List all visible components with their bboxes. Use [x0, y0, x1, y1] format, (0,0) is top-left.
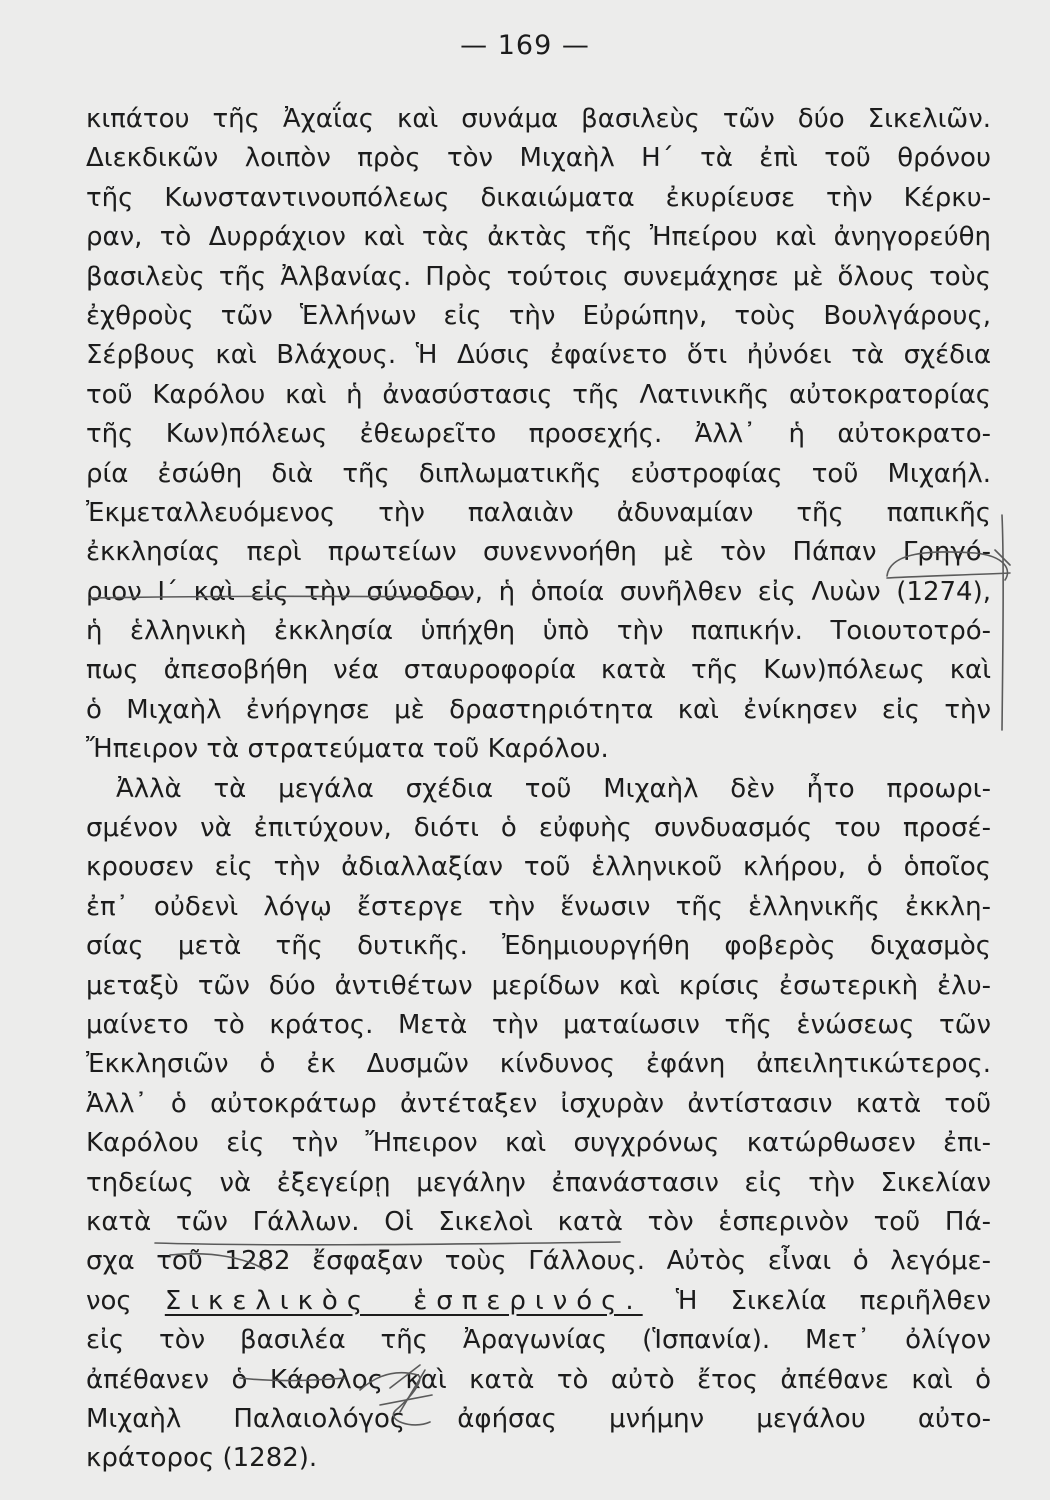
text-line: σμένον νὰ ἐπιτύχουν, διότι ὁ εὐφυὴς συνδυασμός του προσέ- — [86, 813, 991, 844]
text-line-last: κράτορος (1282). — [86, 1443, 318, 1474]
text-line: σχα τοῦ 1282 ἔσφαξαν τοὺς Γάλλους. Αὐτὸς εἶναι ὁ λεγόμε- — [86, 1246, 991, 1277]
text-line: Ἐκμεταλλευόμενος τὴν παλαιὰν ἀδυναμίαν τῆς παπικῆς — [86, 497, 991, 528]
text-line: κιπάτου τῆς Ἀχαΐας καὶ συνάμα βασιλεὺς τῶν δύο Σικελιῶν. — [86, 104, 991, 134]
text-line: μεταξὺ τῶν δύο ἀντιθέτων μερίδων καὶ κρίσις ἐσωτερικὴ ἐλυ- — [86, 970, 991, 1001]
text-line: σίας μετὰ τῆς δυτικῆς. Ἐδημιουργήθη φοβερὸς διχασμὸς — [86, 931, 991, 962]
text-line: τοῦ Καρόλου καὶ ἡ ἀνασύστασις τῆς Λατινικῆς αὐτοκρατορίας — [86, 379, 991, 410]
text-line: τῆς Κων)πόλεως ἐθεωρεῖτο προσεχής. Ἀλλ᾽ ἡ αὐτοκρατο- — [86, 419, 991, 450]
text-line: ἐχθροὺς τῶν Ἑλλήνων εἰς τὴν Εὐρώπην, τοὺς Βουλγάρους, — [86, 300, 991, 331]
text-line: Ἀλλ᾽ ὁ αὐτοκράτωρ ἀντέταξεν ἰσχυρὰν ἀντίστασιν κατὰ τοῦ — [86, 1088, 991, 1119]
text-line: ὁ Μιχαὴλ ἐνήργησε μὲ δραστηριότητα καὶ ἐνίκησεν εἰς τὴν — [86, 694, 991, 725]
text-line: τῆς Κωνσταντινουπόλεως δικαιώματα ἐκυρίευσε τὴν Κέρκυ- — [86, 182, 991, 213]
margin-line — [995, 550, 1010, 565]
text-line: τηδείως νὰ ἐξεγείρῃ μεγάλην ἐπανάστασιν εἰς τὴν Σικελίαν — [86, 1167, 991, 1198]
text-line: ἀπέθανεν ὁ Κάρολος καὶ κατὰ τὸ αὐτὸ ἔτος ἀπέθανε καὶ ὁ — [86, 1364, 991, 1395]
body-text — [86, 100, 991, 1479]
text-line-emphasis — [86, 1282, 991, 1321]
text-line: ἡ ἑλληνικὴ ἐκκλησία ὑπήχθη ὑπὸ τὴν παπικήν. Τοιουτοτρό- — [86, 616, 991, 647]
text-line: πως ἀπεσοβήθη νέα σταυροφορία κατὰ τῆς Κων)πόλεως καὶ — [86, 655, 991, 686]
text-line: Μιχαὴλ Παλαιολόγος ἀφήσας μνήμην μεγάλου αὐτο- — [86, 1403, 991, 1434]
text-line: ἐκκλησίας περὶ πρωτείων συνεννοήθη μὲ τὸν Πάπαν Γρηγό- — [86, 537, 991, 568]
text-line: κατὰ τῶν Γάλλων. Οἱ Σικελοὶ κατὰ τὸν ἑσπερινὸν τοῦ Πά- — [86, 1206, 991, 1237]
text-line: κρουσεν εἰς τὴν ἀδιαλλαξίαν τοῦ ἑλληνικοῦ κλήρου, ὁ ὁποῖος — [86, 852, 991, 883]
text-line-indented: Ἀλλὰ τὰ μεγάλα σχέδια τοῦ Μιχαὴλ δὲν ἦτο προωρι- — [116, 773, 991, 804]
text-fragment: νος — [86, 1285, 132, 1316]
text-line: Ἐκκλησιῶν ὁ ἐκ Δυσμῶν κίνδυνος ἐφάνη ἀπειλητικώτερος. — [86, 1049, 991, 1080]
text-line: εἰς τὸν βασιλέα τῆς Ἀραγωνίας (Ἱσπανία). Μετ᾽ ὀλίγον — [86, 1325, 991, 1356]
text-line: Καρόλου εἰς τὴν Ἤπειρον καὶ συγχρόνως κατώρθωσεν ἐπι- — [86, 1128, 991, 1159]
text-line: ρία ἐσώθη διὰ τῆς διπλωματικῆς εὐστροφίας τοῦ Μιχαήλ. — [86, 458, 991, 489]
text-line: ἐπ᾽ οὐδενὶ λόγῳ ἔστεργε τὴν ἕνωσιν τῆς ἑλληνικῆς ἐκκλη- — [86, 891, 991, 922]
text-fragment: Ἡ Σικελία περιῆλθεν — [675, 1285, 992, 1316]
text-line: ραν, τὸ Δυρράχιον καὶ τὰς ἀκτὰς τῆς Ἠπείρου καὶ ἀνηγορεύθη — [86, 222, 991, 253]
text-line: Σέρβους καὶ Βλάχους. Ἡ Δύσις ἐφαίνετο ὅτι ἠὐνόει τὰ σχέδια — [86, 340, 991, 371]
page-number: — 169 — — [460, 30, 590, 61]
text-line: Διεκδικῶν λοιπὸν πρὸς τὸν Μιχαὴλ Η΄ τὰ ἐπὶ τοῦ θρόνου — [86, 143, 991, 174]
text-line-last: Ἤπειρον τὰ στρατεύματα τοῦ Καρόλου. — [86, 734, 609, 765]
margin-line — [1002, 515, 1003, 730]
text-line: μαίνετο τὸ κράτος. Μετὰ τὴν ματαίωσιν τῆς ἑνώσεως τῶν — [86, 1009, 991, 1040]
text-line: ριον Ι΄ καὶ εἰς τὴν σύνοδον, ἡ ὁποία συνῆλθεν εἰς Λυὼν (1274), — [86, 576, 991, 607]
text-line: βασιλεὺς τῆς Ἀλβανίας. Πρὸς τούτοις συνεμάχησε μὲ ὅλους τοὺς — [86, 261, 991, 292]
sicilian-vespers-emphasis: Σικελικὸς ἑσπερινός. — [164, 1285, 643, 1316]
